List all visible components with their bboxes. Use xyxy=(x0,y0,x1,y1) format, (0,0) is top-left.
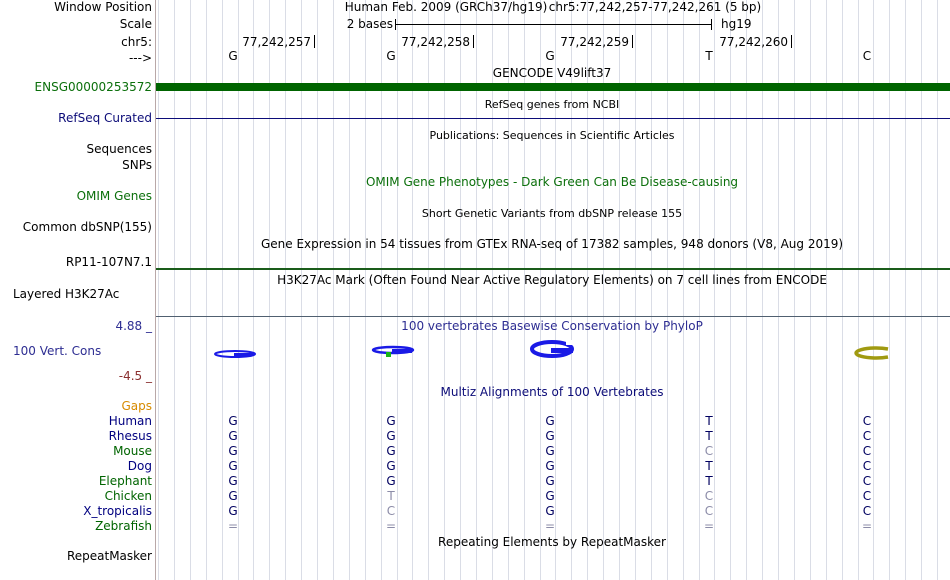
chrom-label: chr5: xyxy=(121,35,152,49)
phylop-glyph-1 xyxy=(215,351,255,357)
species-label[interactable]: Human xyxy=(108,414,152,428)
window-position-label: Window Position xyxy=(54,0,152,14)
dna-base: T xyxy=(705,49,713,63)
track-label-h3k27ac[interactable]: Layered H3K27Ac xyxy=(13,287,120,301)
alignment-base: G xyxy=(545,459,555,473)
alignment-base: G xyxy=(228,429,238,443)
alignment-base: T xyxy=(705,414,713,428)
rp11-gene-line[interactable] xyxy=(156,268,950,270)
scale-label: Scale xyxy=(119,17,152,31)
ruler-tick xyxy=(473,35,474,48)
ruler-tick xyxy=(791,35,792,48)
window-position[interactable]: chr5:77,242,257-77,242,261 (5 bp) xyxy=(548,0,762,14)
alignment-base: = xyxy=(861,519,873,533)
gtex-track-title: Gene Expression in 54 tissues from GTEx RNA-seq of 17382 samples, 948 donors (V8, Aug 2019) xyxy=(260,237,844,251)
dna-base: G xyxy=(545,49,555,63)
alignment-base: G xyxy=(386,459,396,473)
alignment-base: G xyxy=(228,489,238,503)
track-label-cons[interactable]: 100 Vert. Cons xyxy=(13,344,102,358)
track-label-repeatmasker[interactable]: RepeatMasker xyxy=(66,549,152,563)
repeatmasker-track-title: Repeating Elements by RepeatMasker xyxy=(438,535,666,549)
refseq-track-title: RefSeq genes from NCBI xyxy=(484,98,620,111)
track-label-sequences[interactable]: Sequences xyxy=(86,142,152,156)
scale-tick-right xyxy=(711,19,712,30)
phylop-logo[interactable] xyxy=(156,336,950,366)
alignment-base: G xyxy=(545,414,555,428)
alignment-base: T xyxy=(705,474,713,488)
track-label-ensg[interactable]: ENSG00000253572 xyxy=(34,80,152,94)
h3k27ac-track-title: H3K27Ac Mark (Often Found Near Active Regulatory Elements) on 7 cell lines from ENCODE xyxy=(277,273,827,287)
alignment-base: G xyxy=(386,429,396,443)
ruler-position-label: 77,242,258 xyxy=(401,35,470,49)
alignment-base: G xyxy=(228,504,238,518)
species-label[interactable]: Chicken xyxy=(104,489,152,503)
alignment-base: G xyxy=(228,474,238,488)
dbsnp-track-title: Short Genetic Variants from dbSNP release 155 xyxy=(421,207,683,220)
gaps-label: Gaps xyxy=(121,399,152,413)
gencode-track-title: GENCODE V49lift37 xyxy=(492,66,612,80)
species-label[interactable]: Mouse xyxy=(113,444,152,458)
alignment-base: G xyxy=(386,414,396,428)
alignment-base: G xyxy=(386,444,396,458)
alignment-base: C xyxy=(862,474,872,488)
alignment-base: G xyxy=(545,444,555,458)
phylop-glyph-3 xyxy=(532,340,574,356)
alignment-base: C xyxy=(862,504,872,518)
track-label-refseq[interactable]: RefSeq Curated xyxy=(58,111,152,125)
alignment-base: = xyxy=(227,519,239,533)
phylop-track-title: 100 vertebrates Basewise Conservation by PhyloP xyxy=(401,319,703,333)
alignment-base: G xyxy=(545,429,555,443)
alignment-base: C xyxy=(862,414,872,428)
alignment-base: C xyxy=(862,444,872,458)
alignment-base: = xyxy=(385,519,397,533)
alignment-base: G xyxy=(386,474,396,488)
alignment-base: G xyxy=(228,444,238,458)
ruler-tick xyxy=(314,35,315,48)
refseq-gene-line[interactable] xyxy=(156,118,950,119)
alignment-base: G xyxy=(228,414,238,428)
ruler-position-label: 77,242,257 xyxy=(242,35,311,49)
alignment-base: G xyxy=(545,504,555,518)
alignment-base: C xyxy=(386,504,396,518)
phylop-glyph-2 xyxy=(373,347,413,357)
alignment-base: C xyxy=(862,459,872,473)
scale-text: 2 bases xyxy=(346,17,393,31)
gencode-gene-bar[interactable] xyxy=(156,83,950,91)
species-label[interactable]: Dog xyxy=(127,459,152,473)
dna-base: C xyxy=(862,49,872,63)
alignment-base: C xyxy=(704,489,714,503)
alignment-base: C xyxy=(704,504,714,518)
alignment-base: = xyxy=(703,519,715,533)
alignment-base: T xyxy=(705,459,713,473)
species-label[interactable]: Rhesus xyxy=(108,429,152,443)
alignment-base: C xyxy=(704,444,714,458)
alignment-base: G xyxy=(545,489,555,503)
alignment-base: G xyxy=(228,459,238,473)
track-label-snps[interactable]: SNPs xyxy=(122,158,152,172)
track-label-column xyxy=(0,0,155,580)
h3k27ac-baseline xyxy=(156,316,950,317)
phylop-glyph-5 xyxy=(856,348,888,358)
strand-arrow-label: ---> xyxy=(128,51,152,65)
publications-track-title: Publications: Sequences in Scientific Articles xyxy=(429,129,675,142)
alignment-base: C xyxy=(862,429,872,443)
alignment-base: G xyxy=(545,474,555,488)
omim-track-title: OMIM Gene Phenotypes - Dark Green Can Be Disease-causing xyxy=(365,175,739,189)
dna-base: G xyxy=(386,49,396,63)
multiz-track-title: Multiz Alignments of 100 Vertebrates xyxy=(440,385,664,399)
track-label-rp11[interactable]: RP11-107N7.1 xyxy=(65,255,152,269)
track-label-omim[interactable]: OMIM Genes xyxy=(76,189,152,203)
species-label[interactable]: X_tropicalis xyxy=(83,504,152,518)
scale-db: hg19 xyxy=(721,17,752,31)
cons-min-label: -4.5 _ xyxy=(118,369,152,383)
ruler-position-label: 77,242,260 xyxy=(719,35,788,49)
species-label[interactable]: Zebrafish xyxy=(95,519,152,533)
alignment-base: T xyxy=(387,489,395,503)
dna-base: G xyxy=(228,49,238,63)
assembly-name[interactable]: Human Feb. 2009 (GRCh37/hg19) xyxy=(344,0,548,14)
cons-max-label: 4.88 _ xyxy=(115,319,152,333)
species-label[interactable]: Elephant xyxy=(98,474,152,488)
alignment-base: T xyxy=(705,429,713,443)
scale-bar xyxy=(395,24,712,25)
alignment-base: C xyxy=(862,489,872,503)
ruler-tick xyxy=(632,35,633,48)
ruler-position-label: 77,242,259 xyxy=(560,35,629,49)
alignment-base: = xyxy=(544,519,556,533)
track-data-area[interactable] xyxy=(156,0,950,580)
track-label-dbsnp[interactable]: Common dbSNP(155) xyxy=(22,220,152,234)
